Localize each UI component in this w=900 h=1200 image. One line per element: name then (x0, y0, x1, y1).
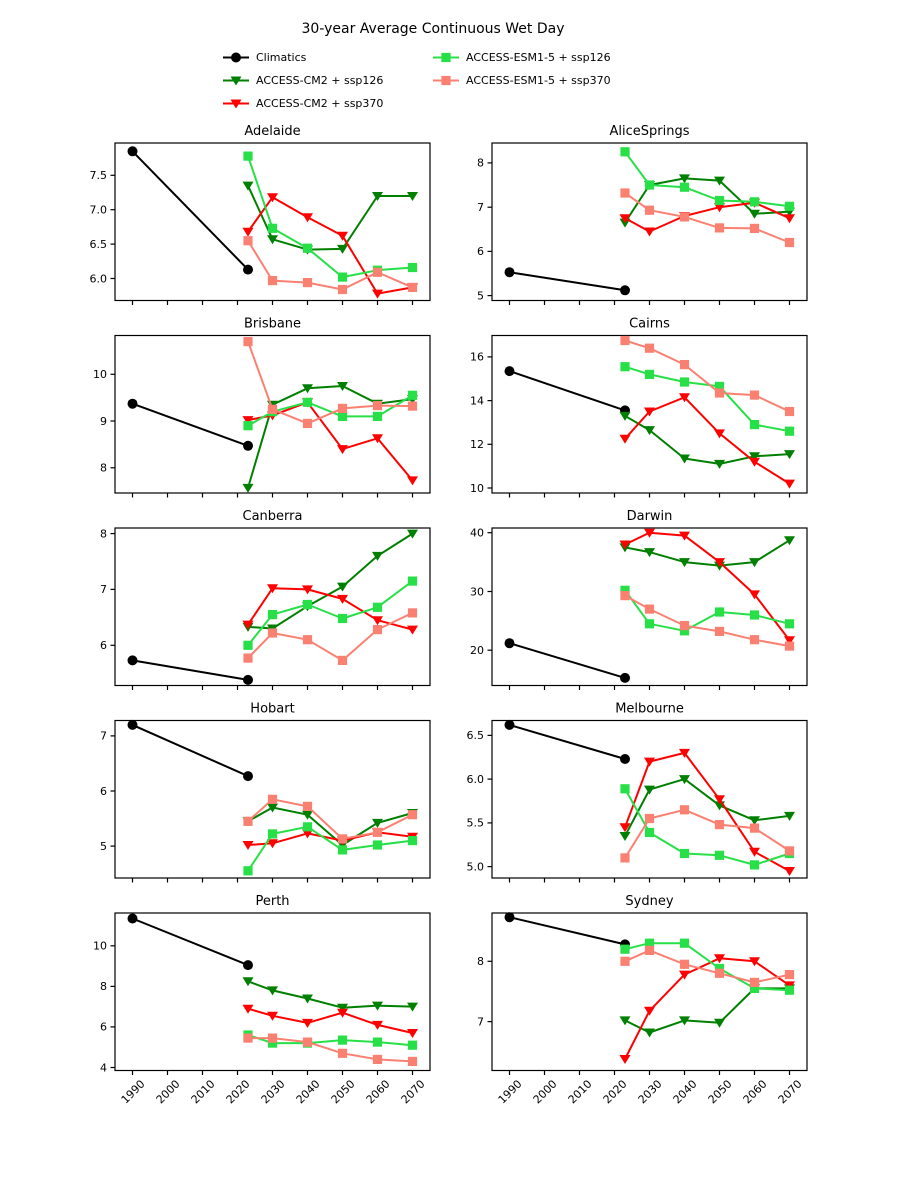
marker-access-cm2-ssp126 (644, 1029, 655, 1038)
series-line-climatics (133, 151, 249, 269)
marker-access-esm1-5-ssp126 (338, 614, 347, 623)
x-tick-label: 2050 (705, 1077, 735, 1107)
marker-access-esm1-5-ssp126 (373, 412, 382, 421)
marker-access-cm2-ssp370 (784, 867, 795, 876)
x-tick-label: 2060 (363, 1077, 393, 1107)
marker-access-esm1-5-ssp370 (715, 388, 724, 397)
subplot-title-darwin: Darwin (626, 509, 673, 524)
marker-access-esm1-5-ssp370 (338, 285, 347, 294)
y-tick-label: 6 (100, 639, 107, 653)
series-line-access-esm1-5-ssp370 (625, 950, 790, 982)
series-line-climatics (133, 725, 249, 776)
marker-climatics (243, 960, 253, 970)
figure-title: 30-year Average Continuous Wet Day (301, 21, 565, 37)
subplot-title-canberra: Canberra (242, 509, 303, 524)
marker-access-esm1-5-ssp126 (408, 391, 417, 400)
x-tick-label: 2000 (530, 1077, 560, 1107)
subplot-adelaide (90, 124, 431, 305)
marker-access-esm1-5-ssp370 (645, 206, 654, 215)
marker-access-esm1-5-ssp126 (303, 398, 312, 407)
marker-access-esm1-5-ssp370 (303, 802, 312, 811)
legend-label: ACCESS-ESM1-5 + ssp126 (466, 50, 611, 64)
marker-climatics (505, 720, 515, 730)
marker-access-esm1-5-ssp370 (243, 337, 252, 346)
series-line-access-esm1-5-ssp126 (625, 789, 790, 865)
marker-access-cm2-ssp370 (749, 848, 760, 857)
marker-access-esm1-5-ssp370 (243, 817, 252, 826)
marker-access-esm1-5-ssp370 (785, 642, 794, 651)
marker-access-cm2-ssp370 (784, 480, 795, 489)
x-tick-label: 2030 (258, 1077, 288, 1107)
y-tick-label: 7 (477, 201, 484, 214)
legend-label: ACCESS-CM2 + ssp126 (256, 73, 384, 87)
marker-access-esm1-5-ssp370 (785, 238, 794, 247)
subplot-darwin (470, 509, 807, 690)
marker-access-esm1-5-ssp126 (373, 1038, 382, 1047)
marker-access-esm1-5-ssp126 (338, 273, 347, 282)
marker-access-cm2-ssp370 (302, 213, 313, 222)
subplot-title-hobart: Hobart (250, 701, 295, 717)
x-tick-label: 2020 (600, 1077, 630, 1107)
marker-access-esm1-5-ssp370 (243, 236, 252, 245)
marker-access-esm1-5-ssp126 (750, 610, 759, 619)
marker-climatics (620, 285, 630, 295)
marker-access-esm1-5-ssp370 (408, 283, 417, 292)
subplot-title-cairns: Cairns (629, 316, 670, 332)
marker-access-esm1-5-ssp370 (303, 278, 312, 287)
marker-access-esm1-5-ssp370 (268, 628, 277, 637)
series-line-access-cm2-ssp126 (625, 416, 790, 464)
y-tick-label: 14 (470, 394, 484, 408)
marker-access-esm1-5-ssp370 (243, 654, 252, 663)
y-tick-label: 4 (100, 1061, 107, 1075)
marker-access-esm1-5-ssp370 (620, 336, 629, 345)
marker-access-esm1-5-ssp370 (268, 276, 277, 285)
marker-access-esm1-5-ssp370 (303, 635, 312, 644)
marker-climatics (128, 655, 138, 665)
series-line-climatics (510, 643, 626, 678)
marker-access-esm1-5-ssp370 (785, 407, 794, 416)
marker-access-cm2-ssp370 (337, 232, 348, 241)
marker-access-cm2-ssp370 (372, 290, 383, 299)
marker-access-esm1-5-ssp126 (373, 840, 382, 849)
marker-access-esm1-5-ssp126 (645, 180, 654, 189)
marker-climatics (243, 675, 253, 685)
y-tick-label: 9 (100, 414, 107, 428)
marker-access-esm1-5-ssp370 (620, 591, 629, 600)
marker-access-cm2-ssp126 (243, 182, 254, 191)
marker-access-esm1-5-ssp126 (243, 641, 252, 650)
marker-access-esm1-5-ssp126 (303, 822, 312, 831)
marker-access-cm2-ssp126 (784, 536, 795, 545)
x-tick-label: 1990 (495, 1077, 525, 1107)
marker-access-esm1-5-ssp370 (268, 405, 277, 414)
marker-access-esm1-5-ssp370 (243, 1034, 252, 1043)
marker-access-esm1-5-ssp370 (645, 946, 654, 955)
marker-access-cm2-ssp370 (644, 758, 655, 767)
series-line-climatics (133, 919, 249, 966)
x-tick-label: 2040 (293, 1077, 323, 1107)
subplot-title-melbourne: Melbourne (615, 701, 684, 717)
marker-access-cm2-ssp126 (714, 460, 725, 469)
marker-access-cm2-ssp370 (302, 1019, 313, 1028)
marker-access-cm2-ssp126 (372, 819, 383, 828)
y-tick-label: 5 (477, 289, 484, 303)
subplot-title-adelaide: Adelaide (244, 124, 301, 139)
series-line-climatics (133, 660, 249, 680)
series-line-climatics (133, 404, 249, 446)
subplot-sydney (477, 894, 807, 1106)
marker-access-esm1-5-ssp370 (680, 805, 689, 814)
marker-access-esm1-5-ssp126 (268, 610, 277, 619)
marker-climatics (128, 914, 138, 924)
marker-access-esm1-5-ssp370 (715, 627, 724, 636)
marker-access-esm1-5-ssp370 (373, 268, 382, 277)
series-line-access-esm1-5-ssp126 (248, 156, 413, 277)
series-line-climatics (510, 917, 626, 944)
legend-label: Climatics (256, 50, 307, 64)
marker-access-esm1-5-ssp370 (620, 957, 629, 966)
marker-access-esm1-5-ssp370 (715, 969, 724, 978)
x-tick-label: 2010 (565, 1077, 595, 1107)
y-tick-label: 7.0 (89, 203, 107, 217)
marker-access-esm1-5-ssp370 (750, 224, 759, 233)
y-tick-label: 6 (477, 245, 484, 259)
y-tick-label: 6.0 (466, 772, 484, 786)
marker-access-esm1-5-ssp126 (338, 1036, 347, 1045)
marker-climatics (128, 399, 138, 409)
marker-access-esm1-5-ssp126 (303, 244, 312, 253)
marker-access-esm1-5-ssp126 (620, 784, 629, 793)
marker-access-esm1-5-ssp126 (243, 152, 252, 161)
marker-access-esm1-5-ssp126 (715, 196, 724, 205)
marker-access-cm2-ssp370 (620, 435, 631, 444)
marker-access-cm2-ssp370 (267, 193, 278, 202)
subplot-melbourne (467, 702, 808, 883)
legend-label: ACCESS-ESM1-5 + ssp370 (466, 73, 611, 87)
marker-access-cm2-ssp370 (337, 595, 348, 604)
marker-access-esm1-5-ssp126 (750, 860, 759, 869)
marker-access-esm1-5-ssp126 (620, 362, 629, 371)
x-tick-label: 1990 (118, 1077, 148, 1107)
marker-access-esm1-5-ssp370 (408, 402, 417, 411)
marker-access-cm2-ssp370 (644, 1007, 655, 1016)
axes-frame (492, 913, 807, 1071)
marker-climatics (620, 754, 630, 764)
y-tick-label: 7 (100, 729, 107, 743)
marker-access-cm2-ssp126 (243, 484, 254, 493)
y-tick-label: 6 (100, 784, 107, 798)
marker-access-cm2-ssp370 (243, 228, 254, 237)
subplot-canberra (100, 509, 430, 690)
marker-access-cm2-ssp370 (337, 445, 348, 454)
subplot-title-perth: Perth (255, 894, 290, 909)
subplot-title-alicesprings: AliceSprings (609, 124, 690, 139)
marker-access-esm1-5-ssp126 (785, 427, 794, 436)
subplot-cairns (470, 317, 807, 498)
marker-access-esm1-5-ssp126 (243, 421, 252, 430)
marker-climatics (505, 912, 515, 922)
marker-access-esm1-5-ssp370 (750, 635, 759, 644)
marker-access-esm1-5-ssp126 (680, 849, 689, 858)
marker-access-esm1-5-ssp370 (680, 621, 689, 630)
y-tick-label: 6.0 (89, 272, 107, 286)
marker-access-esm1-5-ssp370 (680, 960, 689, 969)
marker-access-esm1-5-ssp126 (750, 420, 759, 429)
marker-access-esm1-5-ssp126 (268, 224, 277, 233)
marker-access-esm1-5-ssp370 (785, 970, 794, 979)
marker-access-esm1-5-ssp126 (620, 945, 629, 954)
y-tick-label: 8 (100, 980, 107, 994)
marker-access-esm1-5-ssp126 (338, 412, 347, 421)
x-tick-label: 2030 (635, 1077, 665, 1107)
marker-access-esm1-5-ssp370 (620, 853, 629, 862)
marker-access-esm1-5-ssp126 (645, 370, 654, 379)
marker-climatics (505, 638, 515, 648)
marker-access-esm1-5-ssp126 (680, 377, 689, 386)
marker-access-cm2-ssp126 (620, 412, 631, 421)
marker-access-esm1-5-ssp126 (680, 183, 689, 192)
marker-access-esm1-5-ssp370 (645, 814, 654, 823)
marker-access-esm1-5-ssp126 (785, 619, 794, 628)
marker-access-esm1-5-ssp126 (408, 1041, 417, 1050)
y-tick-label: 8 (477, 955, 484, 969)
x-tick-label: 2050 (328, 1077, 358, 1107)
marker-access-esm1-5-ssp126 (620, 147, 629, 156)
marker-access-cm2-ssp370 (620, 1055, 631, 1064)
y-tick-label: 30 (470, 585, 484, 599)
marker-access-esm1-5-ssp370 (373, 1055, 382, 1064)
marker-access-cm2-ssp370 (749, 458, 760, 467)
marker-access-cm2-ssp126 (620, 832, 631, 841)
marker-access-esm1-5-ssp370 (680, 360, 689, 369)
x-tick-label: 2060 (740, 1077, 770, 1107)
x-tick-label: 2000 (153, 1077, 183, 1107)
marker-climatics (243, 771, 253, 781)
marker-access-esm1-5-ssp126 (645, 619, 654, 628)
marker-access-esm1-5-ssp126 (680, 939, 689, 948)
marker-access-esm1-5-ssp370 (268, 795, 277, 804)
y-tick-label: 12 (470, 438, 484, 452)
marker-access-esm1-5-ssp126 (785, 202, 794, 211)
y-tick-label: 8 (100, 527, 107, 541)
marker-access-esm1-5-ssp370 (750, 978, 759, 987)
marker-access-esm1-5-ssp126 (408, 836, 417, 845)
marker-access-esm1-5-ssp370 (645, 344, 654, 353)
y-tick-label: 8 (477, 156, 484, 170)
y-tick-label: 6 (100, 1020, 107, 1034)
marker-access-esm1-5-ssp370 (750, 824, 759, 833)
marker-access-esm1-5-ssp370 (750, 391, 759, 400)
subplot-alicesprings (477, 124, 807, 305)
y-tick-label: 10 (93, 939, 107, 953)
marker-access-cm2-ssp126 (644, 786, 655, 795)
marker-access-cm2-ssp370 (407, 626, 418, 635)
marker-access-esm1-5-ssp126 (715, 851, 724, 860)
marker-climatics (620, 673, 630, 683)
y-tick-label: 10 (93, 368, 107, 382)
y-tick-label: 8 (100, 461, 107, 475)
marker-access-esm1-5-ssp370 (303, 419, 312, 428)
marker-access-esm1-5-ssp370 (338, 404, 347, 413)
y-tick-label: 5 (100, 839, 107, 853)
marker-access-esm1-5-ssp126 (645, 828, 654, 837)
series-line-climatics (510, 371, 626, 410)
marker-access-esm1-5-ssp126 (268, 829, 277, 838)
marker-access-cm2-ssp370 (784, 214, 795, 223)
y-tick-label: 7 (477, 1015, 484, 1029)
marker-climatics (505, 267, 515, 277)
marker-access-cm2-ssp370 (407, 1029, 418, 1038)
marker-access-esm1-5-ssp370 (303, 1038, 312, 1047)
marker-access-esm1-5-ssp370 (338, 1049, 347, 1058)
marker-access-esm1-5-ssp370 (715, 223, 724, 232)
marker-access-esm1-5-ssp370 (408, 810, 417, 819)
marker-access-esm1-5-ssp370 (268, 1034, 277, 1043)
marker-access-cm2-ssp370 (644, 228, 655, 237)
x-tick-label: 2010 (188, 1077, 218, 1107)
series-line-climatics (510, 272, 626, 290)
marker-access-esm1-5-ssp126 (408, 577, 417, 586)
marker-access-esm1-5-ssp370 (373, 828, 382, 837)
marker-access-esm1-5-ssp126 (785, 986, 794, 995)
x-tick-label: 2070 (775, 1077, 805, 1107)
marker-access-esm1-5-ssp126 (243, 866, 252, 875)
marker-access-esm1-5-ssp370 (373, 625, 382, 634)
marker-access-esm1-5-ssp126 (338, 845, 347, 854)
y-tick-label: 40 (470, 526, 484, 540)
marker-access-esm1-5-ssp370 (785, 846, 794, 855)
series-line-access-cm2-ssp370 (625, 753, 790, 871)
series-line-climatics (510, 725, 626, 759)
y-tick-label: 5.0 (466, 860, 484, 874)
marker-access-cm2-ssp126 (407, 530, 418, 539)
marker-access-esm1-5-ssp370 (620, 188, 629, 197)
subplot-brisbane (93, 317, 430, 498)
y-tick-label: 10 (470, 481, 484, 495)
marker-climatics (243, 265, 253, 275)
marker-access-esm1-5-ssp370 (715, 820, 724, 829)
marker-access-esm1-5-ssp126 (373, 603, 382, 612)
y-tick-label: 6.5 (466, 729, 484, 743)
marker-access-esm1-5-ssp370 (645, 605, 654, 614)
marker-access-esm1-5-ssp126 (715, 607, 724, 616)
subplot-title-sydney: Sydney (625, 894, 674, 909)
y-tick-label: 6.5 (89, 237, 107, 251)
y-tick-label: 16 (470, 350, 484, 364)
y-tick-label: 7.5 (89, 169, 107, 183)
marker-access-esm1-5-ssp126 (750, 197, 759, 206)
marker-access-esm1-5-ssp370 (408, 608, 417, 617)
marker-climatics (128, 146, 138, 156)
marker-access-esm1-5-ssp370 (408, 1057, 417, 1066)
x-tick-label: 2070 (398, 1077, 428, 1107)
legend-label: ACCESS-CM2 + ssp370 (256, 96, 384, 110)
y-tick-label: 20 (470, 644, 484, 657)
x-tick-label: 2020 (223, 1077, 253, 1107)
marker-access-cm2-ssp126 (337, 583, 348, 592)
marker-access-cm2-ssp370 (407, 476, 418, 485)
marker-access-esm1-5-ssp126 (303, 600, 312, 609)
marker-access-esm1-5-ssp126 (408, 263, 417, 272)
marker-access-esm1-5-ssp370 (338, 656, 347, 665)
y-tick-label: 7 (100, 583, 107, 597)
marker-access-cm2-ssp126 (620, 1016, 631, 1025)
marker-climatics (505, 366, 515, 376)
y-tick-label: 5.5 (466, 816, 484, 830)
marker-access-esm1-5-ssp370 (373, 401, 382, 410)
subplot-title-brisbane: Brisbane (243, 316, 302, 332)
subplot-perth (93, 894, 430, 1106)
x-tick-label: 2040 (670, 1077, 700, 1107)
marker-climatics (243, 441, 253, 451)
marker-access-esm1-5-ssp370 (680, 212, 689, 221)
marker-access-esm1-5-ssp370 (338, 834, 347, 843)
marker-climatics (128, 720, 138, 730)
subplot-hobart (100, 702, 430, 883)
